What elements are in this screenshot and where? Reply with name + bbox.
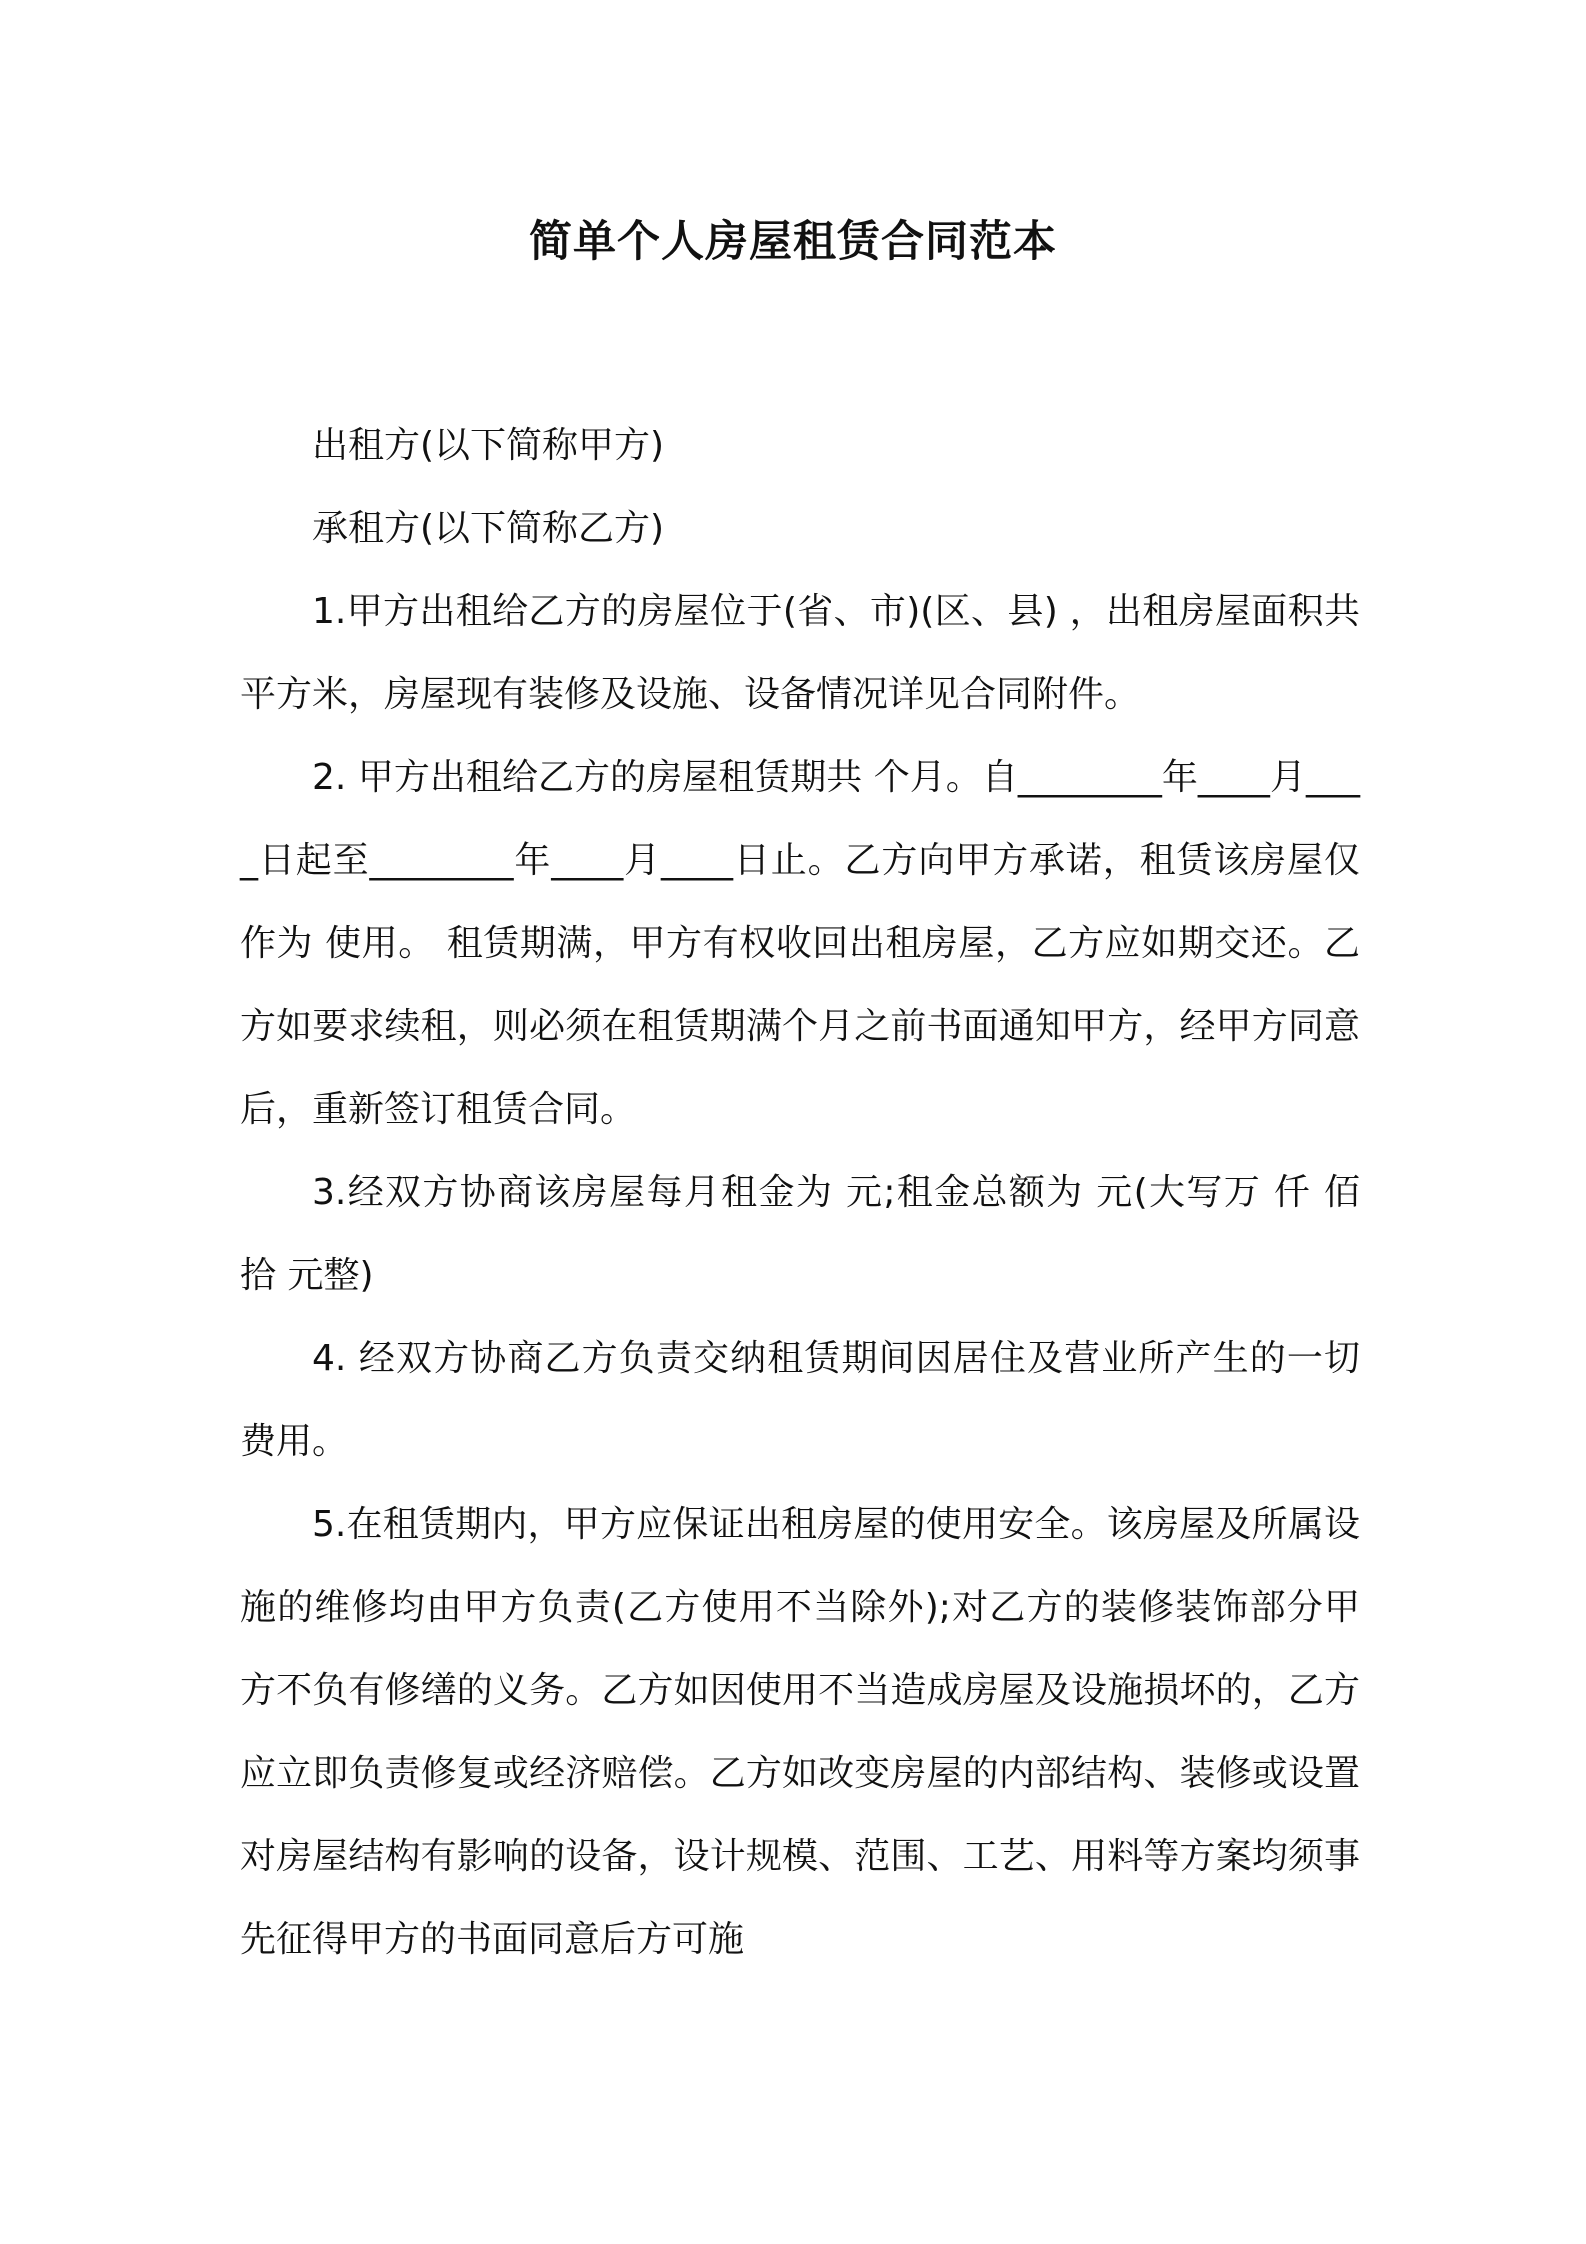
- paragraph-lessee: 承租方(以下简称乙方): [312, 508, 665, 549]
- clause-1: 1.甲方出租给乙方的房屋位于(省、市)(区、县) ，出租房屋面积共 平方米，房屋现有装修及设施、设备情况详见合同附件。: [240, 591, 1360, 715]
- document-title: 简单个人房屋租赁合同范本: [529, 217, 1057, 267]
- clause-3: 3.经双方协商该房屋每月租金为 元;租金总额为 元(大写万 仟 佰 拾 元整): [240, 1172, 1360, 1296]
- document-body: [240, 404, 1360, 1981]
- paragraph-lessor: 出租方(以下简称甲方): [312, 425, 665, 466]
- clause-2: 2. 甲方出租给乙方的房屋租赁期共 个月。自________年____月____日起至________年____月____日止。乙方向甲方承诺，租赁该房屋仅作为 使用。 租赁期满，甲方有权收回出租房屋，乙方应如期交还。乙方如要求续租，则必须在租赁期满个月之前书面通知甲方，经甲方同意后，重新签订租赁合同。: [240, 757, 1360, 1130]
- clause-4: 4. 经双方协商乙方负责交纳租赁期间因居住及营业所产生的一切费用。: [240, 1338, 1360, 1462]
- clause-5: 5.在租赁期内，甲方应保证出租房屋的使用安全。该房屋及所属设施的维修均由甲方负责(乙方使用不当除外);对乙方的装修装饰部分甲方不负有修缮的义务。乙方如因使用不当造成房屋及设施损坏的，乙方应立即负责修复或经济赔偿。乙方如改变房屋的内部结构、装修或设置对房屋结构有影响的设备，设计规模、范围、工艺、用料等方案均须事先征得甲方的书面同意后方可施: [240, 1504, 1360, 1960]
